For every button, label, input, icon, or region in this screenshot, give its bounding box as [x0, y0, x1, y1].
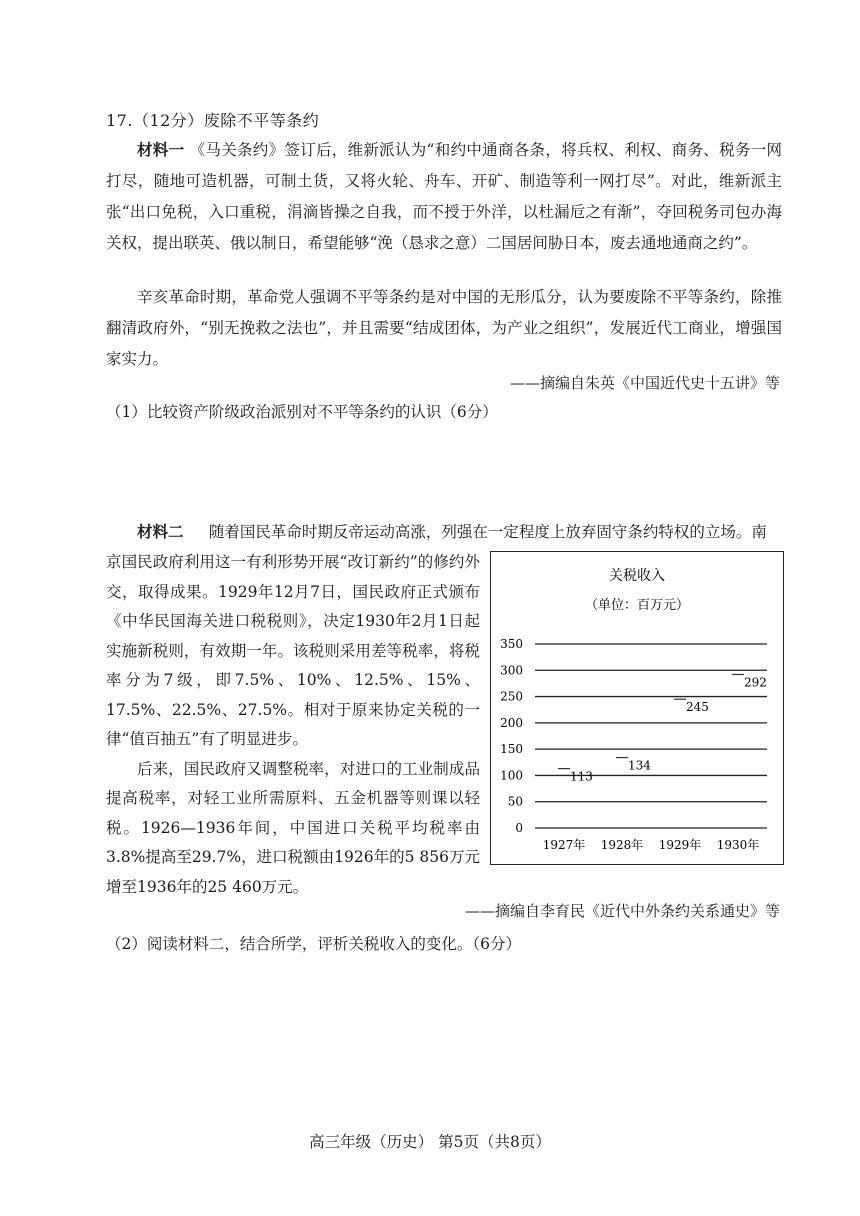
x-tick-label: 1927年 — [542, 838, 586, 852]
x-tick-label: 1929年 — [658, 838, 702, 852]
chart-subtitle: （单位：百万元） — [584, 598, 690, 613]
y-tick-label: 0 — [515, 821, 523, 835]
y-tick-label: 200 — [500, 715, 523, 730]
material2-label: 材料二 — [137, 522, 184, 541]
y-tick-label: 50 — [507, 794, 523, 809]
material1-paragraph — [106, 134, 782, 259]
material2-left-text: 京国民政府利用这一有利形势开展“改订新约”的修约外交，取得成果。1929年12月7日，国民政府正式颁布《中华民国海关进口税税则》，决定1930年2月1日起实施新税则，有效期一年。该税则采用差等税率，将税率分为7级，即7.5%、10%、12.5%、15%、17.5%、22.5%、27.5%。相对于原来协定关税的一律“值百抽五”有了明显进步。 — [106, 553, 480, 748]
tariff-chart — [490, 551, 784, 865]
data-label: 113 — [570, 769, 593, 784]
sub-question-2: （2）阅读材料二，结合所学，评析关税收入的变化。（6分） — [106, 935, 521, 953]
material2-later-text: 后来，国民政府又调整税率，对进口的工业制成品提高税率，对轻工业所需原料、五金机器等则课以轻税。1926—1936年间，中国进口关税平均税率由3.8%提高至29.7%，进口税额由1926年的5 856万元增至1936年的25 460万元。 — [106, 759, 480, 896]
material1-source: ——摘编自朱英《中国近代史十五讲》等 — [509, 374, 780, 392]
y-tick-label: 300 — [500, 663, 523, 678]
y-tick-label: 350 — [500, 637, 523, 651]
material1-paragraph-2: 辛亥革命时期，革命党人强调不平等条约是对中国的无形瓜分，认为要废除不平等条约，除推翻清政府外，“别无挽救之法也”，并且需要“结成团体，为产业之组织”，发展近代工商业，增强国家实力。 — [106, 288, 782, 368]
x-tick-label: 1930年 — [716, 838, 760, 852]
material1-text: 《马关条约》签订后，维新派认为“和约中通商各条，将兵权、利权、商务、税务一网打尽，随地可造机器，可制土货，又将火轮、舟车、开矿、制造等利一网打尽”。对此，维新派主张“出口免税，入口重税，涓滴皆操之自我，而不授于外洋，以杜漏卮之有渐”，夺回税务司包办海关权，提出联英、俄以制日，希望能够“浼（恳求之意）二国居间胁日本，废去通地通商之约”。 — [106, 141, 782, 252]
material2-head-text: 随着国民革命时期反帝运动高涨，列强在一定程度上放弃固守条约特权的立场。南 — [208, 523, 767, 541]
chart-title: 关税收入 — [609, 568, 665, 584]
page-footer: 高三年级（历史） 第5页（共8页） — [309, 1133, 551, 1151]
material1-label: 材料一 — [137, 140, 185, 159]
material2-head — [106, 518, 782, 546]
x-tick-label: 1928年 — [600, 838, 644, 852]
material2-left-column — [106, 548, 480, 902]
question-title: 17.（12分）废除不平等条约 — [106, 111, 320, 130]
y-tick-label: 150 — [500, 742, 523, 757]
data-label: 134 — [628, 758, 651, 773]
y-tick-label: 100 — [500, 768, 523, 783]
data-label: 245 — [686, 700, 709, 715]
y-tick-label: 250 — [500, 689, 523, 704]
sub-question-1: （1）比较资产阶级政治派别对不平等条约的认识（6分） — [106, 403, 498, 421]
material2-source: ——摘编自李育民《近代中外条约关系通史》等 — [464, 902, 780, 920]
data-label: 292 — [744, 675, 767, 690]
tariff-chart-svg — [491, 552, 782, 863]
